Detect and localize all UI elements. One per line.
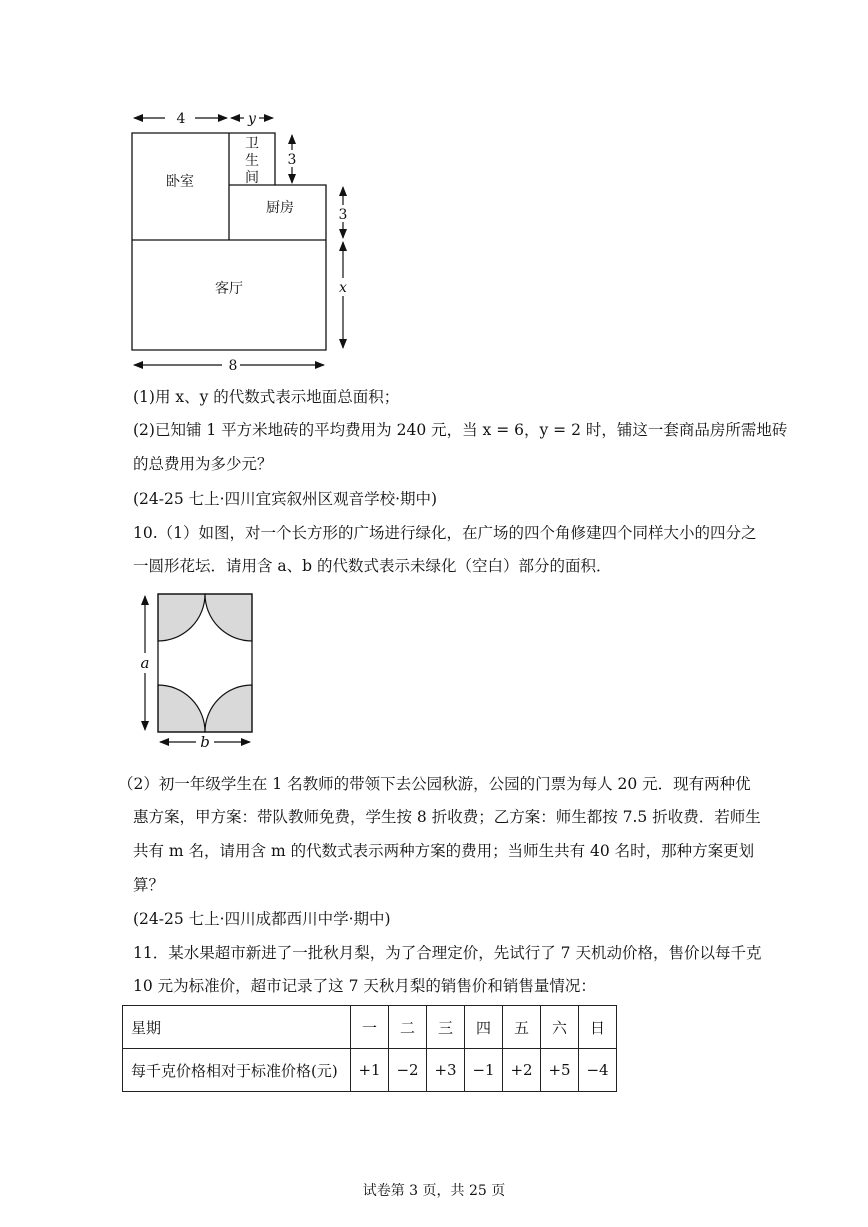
table-value-cell: +3 (427, 1049, 465, 1092)
q10-part2-line4: 算？ (133, 876, 165, 894)
table-day-cell: 五 (503, 1006, 541, 1049)
q9-part2-line1: (2)已知铺 1 平方米地砖的平均费用为 240 元，当 x = 6，y = 2 时，铺这一套商品房所需地砖 (133, 421, 788, 439)
label-b: b (200, 733, 210, 751)
q10-part2-line2: 惠方案，甲方案：带队教师免费，学生按 8 折收费；乙方案：师生都按 7.5 折收费．若师生 (133, 808, 761, 826)
table-value-cell: −1 (465, 1049, 503, 1092)
table-value-cell: +5 (541, 1049, 579, 1092)
table-header-cell: 每千克价格相对于标准价格(元) (123, 1049, 351, 1092)
label-a: a (140, 654, 150, 672)
table-value-cell: −4 (579, 1049, 617, 1092)
room-bath-char-2: 生 (245, 153, 259, 169)
q10-part2-line3: 共有 m 名，请用含 m 的代数式表示两种方案的费用；当师生共有 40 名时，那种方案更划 (133, 842, 755, 860)
table-row (123, 1006, 617, 1049)
table-day-cell: 六 (541, 1006, 579, 1049)
price-table (122, 1005, 617, 1092)
room-kitchen: 厨房 (266, 200, 294, 216)
dim-label-3-middle: 3 (338, 207, 348, 223)
square-garden-figure (120, 585, 270, 757)
floorplan-figure (0, 0, 868, 380)
table-value-cell: −2 (389, 1049, 427, 1092)
room-bedroom: 卧室 (166, 174, 194, 190)
q9-part2-line2: 的总费用为多少元？ (133, 455, 273, 473)
q10-part2-line1: （2）初一年级学生在 1 名教师的带领下去公园秋游，公园的门票为每人 20 元．现有两种优 (118, 775, 751, 793)
dim-label-x: x (339, 280, 347, 296)
q9-part1: (1)用 x、y 的代数式表示地面总面积； (133, 388, 400, 406)
table-header-cell: 星期 (123, 1006, 351, 1049)
dim-label-8: 8 (228, 358, 238, 374)
dim-label-y: y (248, 111, 256, 127)
table-day-cell: 日 (579, 1006, 617, 1049)
table-row (123, 1049, 617, 1092)
table-day-cell: 一 (351, 1006, 389, 1049)
room-bath-char-1: 卫 (245, 136, 259, 152)
table-day-cell: 三 (427, 1006, 465, 1049)
table-day-cell: 二 (389, 1006, 427, 1049)
page-footer: 试卷第 3 页，共 25 页 (362, 1183, 506, 1199)
q11-source: (24-25 七上·四川成都西川中学·期中) (133, 910, 391, 928)
q10-line1: 10.（1）如图，对一个长方形的广场进行绿化，在广场的四个角修建四个同样大小的四分之 (133, 524, 757, 542)
dim-label-3-upper: 3 (287, 152, 297, 168)
room-living: 客厅 (215, 281, 243, 297)
table-value-cell: +2 (503, 1049, 541, 1092)
q10-source: (24-25 七上·四川宜宾叙州区观音学校·期中) (133, 490, 438, 508)
dim-label-4: 4 (176, 111, 186, 127)
q10-line2: 一圆形花坛．请用含 a、b 的代数式表示未绿化（空白）部分的面积． (133, 557, 612, 575)
table-value-cell: +1 (351, 1049, 389, 1092)
room-bath-char-3: 间 (245, 170, 259, 186)
table-day-cell: 四 (465, 1006, 503, 1049)
q11-line2: 10 元为标准价，超市记录了这 7 天秋月梨的销售价和销售量情况： (133, 977, 596, 995)
q11-line1: 11．某水果超市新进了一批秋月梨，为了合理定价，先试行了 7 天机动价格，售价以每千克 (133, 944, 762, 962)
